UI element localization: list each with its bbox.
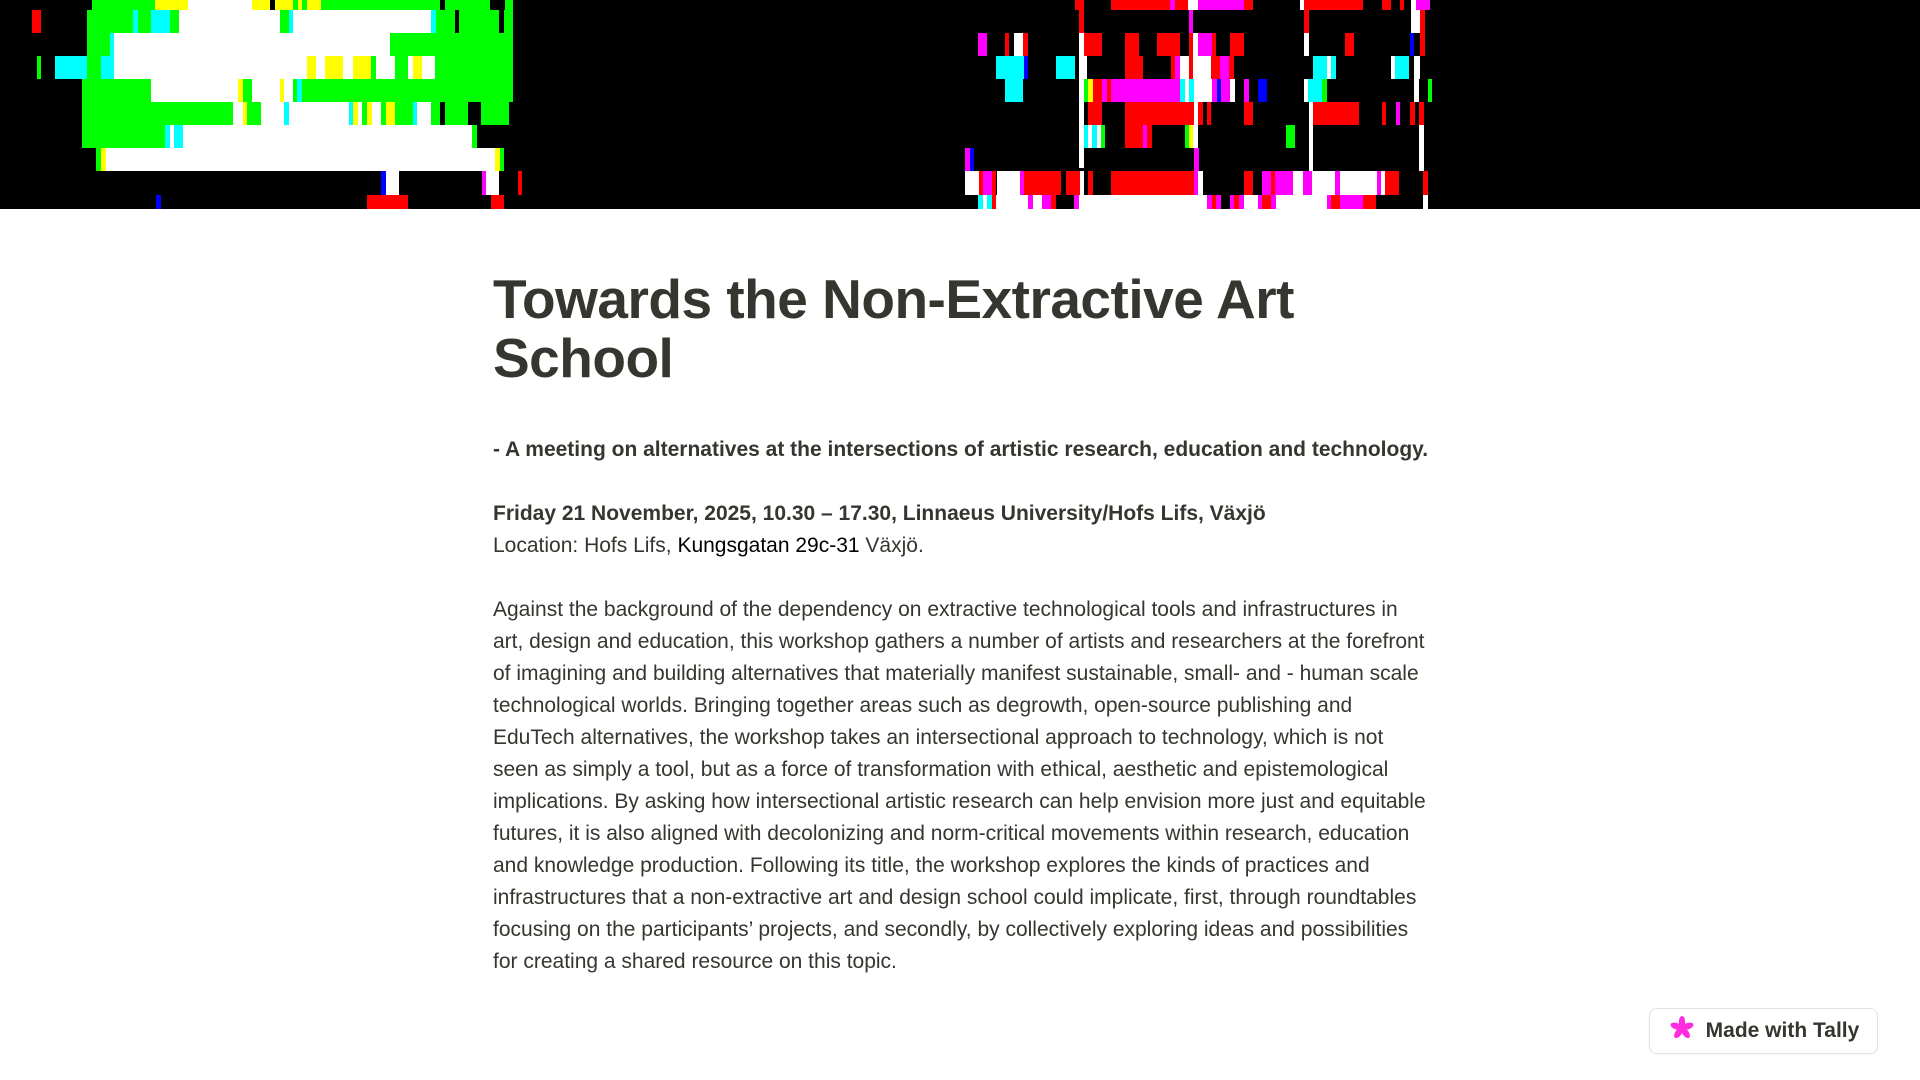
- banner-pixel: [1211, 56, 1220, 79]
- banner-pixel: [1308, 79, 1322, 102]
- banner-pixel: [252, 0, 270, 10]
- banner-pixel: [325, 56, 343, 79]
- banner-pixel: [87, 33, 110, 56]
- banner-pixel: [1198, 33, 1212, 56]
- banner-pixel: [87, 56, 101, 79]
- banner-pixel: [436, 10, 455, 33]
- banner-pixel: [996, 195, 1028, 209]
- banner-pixel: [1042, 195, 1051, 209]
- page-title: Towards the Non-Extractive Art School: [493, 268, 1294, 389]
- banner-pixel: [1051, 195, 1056, 209]
- event-description: Against the background of the dependency on extractive technological tools and infrastructures in art, design and education, this workshop gathers a number of artists and researchers at the forefront of imagining and building alternatives that materially manifest sustainable, small- and - human scale technological worlds. Bringing together areas such as degrowth, open-source publishing and EduTech alternatives, the workshop takes an intersectional approach to technology, which is not seen as simply a tool, but as a force of transformation with ethical, aesthetic and epistemological implications. By asking how intersectional artistic research can help envision more just and equitable futures, it is also aligned with decolonizing and norm-critical movements within research, education and knowledge production. Following its title, the workshop explores the kinds of practices and infrastructures that a non-extractive art and design school could implicate, first, through roundtables focusing on the participants’ projects, and secondly, by collectively exploring ideas and possibilities for creating a shared resource on this topic.: [493, 598, 1426, 973]
- banner-pixel: [390, 33, 513, 56]
- banner-pixel: [1303, 171, 1312, 195]
- banner-pixel: [321, 0, 440, 10]
- banner-pixel: [1125, 56, 1143, 79]
- banner-pixel: [183, 125, 472, 148]
- form-content: [493, 270, 1433, 978]
- banner-pixel: [459, 10, 499, 33]
- banner-pixel: [481, 102, 509, 125]
- banner-pixel: [518, 171, 522, 195]
- banner-pixel: [395, 56, 408, 79]
- banner-pixel: [1207, 102, 1211, 125]
- banner-pixel: [1313, 56, 1327, 79]
- banner-pixel: [1275, 171, 1293, 195]
- banner-pixel: [992, 171, 996, 195]
- banner-pixel: [1111, 171, 1194, 195]
- banner-pixel: [252, 79, 280, 102]
- banner-pixel: [1157, 33, 1180, 56]
- location-address: Kungsgatan 29c-31: [677, 534, 860, 557]
- banner-pixel: [1416, 0, 1430, 10]
- banner-pixel: [1216, 195, 1221, 209]
- banner-pixel: [1088, 171, 1093, 195]
- banner-pixel: [87, 10, 133, 33]
- banner-pixel: [1229, 56, 1234, 79]
- banner-pixel: [1244, 171, 1253, 195]
- banner-pixel: [138, 10, 151, 33]
- banner-pixel: [1212, 33, 1216, 56]
- banner-pixel: [445, 102, 468, 125]
- banner-pixel: [1304, 0, 1363, 10]
- banner-pixel: [101, 56, 114, 79]
- banner-pixel: [1079, 10, 1084, 33]
- banner-pixel: [243, 79, 252, 102]
- banner-pixel: [151, 10, 170, 33]
- banner-pixel: [1075, 0, 1084, 10]
- banner-pixel: [1023, 33, 1028, 56]
- banner-pixel: [1220, 56, 1229, 79]
- banner-pixel: [1221, 79, 1230, 102]
- banner-pixel: [1396, 102, 1400, 125]
- banner-pixel: [307, 56, 316, 79]
- banner-pixel: [1363, 195, 1376, 209]
- banner-pixel: [386, 102, 395, 125]
- banner-pixel: [284, 79, 293, 102]
- banner-pixel: [1033, 195, 1042, 209]
- banner-pixel: [316, 56, 325, 79]
- banner-pixel: [106, 148, 495, 171]
- tally-logo-icon: [1668, 1014, 1696, 1042]
- banner-pixel: [1382, 102, 1386, 125]
- banner-pixel: [1111, 79, 1180, 102]
- badge-label: Made with Tally: [1705, 1019, 1860, 1042]
- banner-pixel: [997, 171, 1020, 195]
- banner-pixel: [114, 33, 390, 56]
- banner-pixel: [1309, 148, 1313, 171]
- banner-pixel: [1230, 79, 1235, 102]
- banner-pixel: [280, 10, 289, 33]
- banner-pixel: [1411, 10, 1420, 33]
- banner-pixel: [1125, 102, 1194, 125]
- banner-pixel: [505, 0, 513, 10]
- banner-pixel: [1111, 0, 1170, 10]
- banner-pixel: [1056, 56, 1075, 79]
- banner-pixel: [413, 56, 422, 79]
- banner-pixel: [1193, 0, 1244, 10]
- banner-pixel: [302, 79, 513, 102]
- banner-pixel: [1194, 79, 1212, 102]
- banner-pixel: [1193, 125, 1198, 148]
- banner-pixel: [37, 56, 41, 79]
- banner-pixel: [1024, 171, 1061, 195]
- banner-pixel: [1258, 79, 1267, 102]
- banner-pixel: [1262, 195, 1271, 209]
- banner-pixel: [1309, 125, 1313, 148]
- banner-pixel: [1244, 79, 1249, 102]
- banner-pixel: [1312, 171, 1335, 195]
- banner-pixel: [1093, 79, 1102, 102]
- banner-pixel: [431, 102, 440, 125]
- banner-pixel: [114, 56, 307, 79]
- banner-pixel: [1147, 125, 1152, 148]
- banner-pixel: [1410, 33, 1414, 56]
- banner-pixel: [293, 10, 431, 33]
- banner-pixel: [82, 125, 165, 148]
- banner-pixel: [1293, 171, 1303, 195]
- banner-pixel: [1304, 10, 1309, 33]
- banner-pixel: [1395, 56, 1409, 79]
- banner-pixel: [1198, 102, 1203, 125]
- banner-pixel: [1419, 148, 1424, 171]
- banner-pixel: [395, 102, 413, 125]
- banner-pixel: [1079, 195, 1207, 209]
- banner-pixel: [1125, 125, 1143, 148]
- banner-pixel: [1340, 195, 1363, 209]
- banner-pixel: [1244, 0, 1253, 10]
- banner-pixel: [1244, 195, 1258, 209]
- banner-pixel: [1080, 171, 1084, 195]
- banner-pixel: [1423, 171, 1428, 195]
- banner-pixel: [386, 171, 399, 195]
- banner-pixel: [1193, 0, 1198, 10]
- banner-pixel: [353, 56, 371, 79]
- banner-pixel: [55, 56, 87, 79]
- banner-pixel: [367, 195, 408, 209]
- banner-pixel: [1382, 0, 1391, 10]
- banner-pixel: [275, 0, 293, 10]
- banner-pixel: [1101, 125, 1105, 148]
- banner-pixel: [1024, 56, 1028, 79]
- banner-pixel: [1345, 33, 1354, 56]
- banner-pixel: [1083, 33, 1102, 56]
- banner-pixel: [261, 102, 284, 125]
- banner-pixel: [307, 0, 321, 10]
- banner-pixel: [1322, 79, 1327, 102]
- banner-pixel: [82, 102, 233, 125]
- banner-pixel: [343, 56, 353, 79]
- banner-pixel: [1262, 171, 1271, 195]
- banner-pixel: [1400, 0, 1404, 10]
- banner-pixel: [1066, 171, 1080, 195]
- banner-pixel: [170, 10, 179, 33]
- banner-pixel: [983, 171, 992, 195]
- banner-pixel: [996, 56, 1024, 79]
- banner-pixel: [1198, 171, 1203, 195]
- banner-pixel: [1419, 125, 1424, 148]
- banner-pixel: [504, 10, 513, 33]
- banner-pixel: [1244, 102, 1253, 125]
- banner-pixel: [376, 56, 395, 79]
- banner-pixel: [1005, 79, 1023, 102]
- made-with-tally-badge[interactable]: [1649, 1008, 1878, 1054]
- banner-pixel: [435, 56, 513, 79]
- banner-pixel: [1125, 33, 1139, 56]
- banner-pixel: [417, 102, 431, 125]
- banner-pixel: [372, 102, 381, 125]
- banner-pixel: [1385, 171, 1399, 195]
- banner-pixel: [1194, 148, 1199, 171]
- banner-pixel: [1304, 33, 1309, 56]
- banner-pixel: [472, 125, 477, 148]
- banner-pixel: [188, 0, 252, 10]
- banner-pixel: [491, 195, 504, 209]
- banner-pixel: [422, 56, 435, 79]
- banner-pixel: [1420, 33, 1425, 56]
- banner-pixel: [32, 10, 41, 33]
- banner-pixel: [233, 102, 243, 125]
- banner-pixel: [1331, 195, 1340, 209]
- event-date-line: Friday 21 November, 2025, 10.30 – 17.30, Linnaeus University/Hofs Lifs, Växjö: [493, 502, 1266, 525]
- banner-pixel: [1420, 10, 1425, 33]
- banner-pixel: [978, 33, 987, 56]
- banner-pixel: [156, 195, 161, 209]
- banner-pixel: [1180, 56, 1189, 79]
- banner-pixel: [247, 102, 261, 125]
- location-suffix: Växjö.: [859, 534, 924, 557]
- banner-pixel: [1313, 102, 1359, 125]
- banner-pixel: [151, 79, 238, 102]
- banner-pixel: [1189, 10, 1193, 33]
- cover-image: [0, 0, 1920, 209]
- banner-pixel: [1175, 0, 1188, 10]
- subtitle: - A meeting on alternatives at the intersections of artistic research, education and technology.: [493, 438, 1429, 461]
- banner-pixel: [155, 0, 188, 10]
- banner-pixel: [174, 125, 183, 148]
- banner-pixel: [1005, 33, 1009, 56]
- banner-pixel: [289, 102, 349, 125]
- banner-pixel: [82, 79, 151, 102]
- banner-pixel: [965, 171, 979, 195]
- banner-pixel: [1230, 33, 1244, 56]
- banner-pixel: [1428, 79, 1432, 102]
- banner-pixel: [1340, 171, 1377, 195]
- banner-pixel: [1410, 102, 1415, 125]
- banner-pixel: [1331, 56, 1336, 79]
- banner-pixel: [1193, 56, 1211, 79]
- banner-pixel: [1014, 33, 1023, 56]
- banner-pixel: [92, 0, 155, 10]
- banner-pixel: [486, 171, 499, 195]
- banner-pixel: [1423, 195, 1428, 209]
- asterisk-icon: [1668, 1014, 1696, 1048]
- banner-pixel: [1079, 33, 1084, 168]
- banner-pixel: [179, 10, 280, 33]
- banner-pixel: [1419, 102, 1424, 125]
- banner-pixel: [500, 148, 504, 171]
- event-location: [493, 530, 1433, 562]
- banner-pixel: [1088, 102, 1102, 125]
- banner-pixel: [1286, 125, 1295, 148]
- banner-pixel: [970, 148, 974, 171]
- banner-pixel: [445, 0, 490, 10]
- banner-pixel: [1414, 79, 1419, 102]
- location-prefix: Location: Hofs Lifs,: [493, 534, 678, 557]
- banner-pixel: [1414, 56, 1420, 79]
